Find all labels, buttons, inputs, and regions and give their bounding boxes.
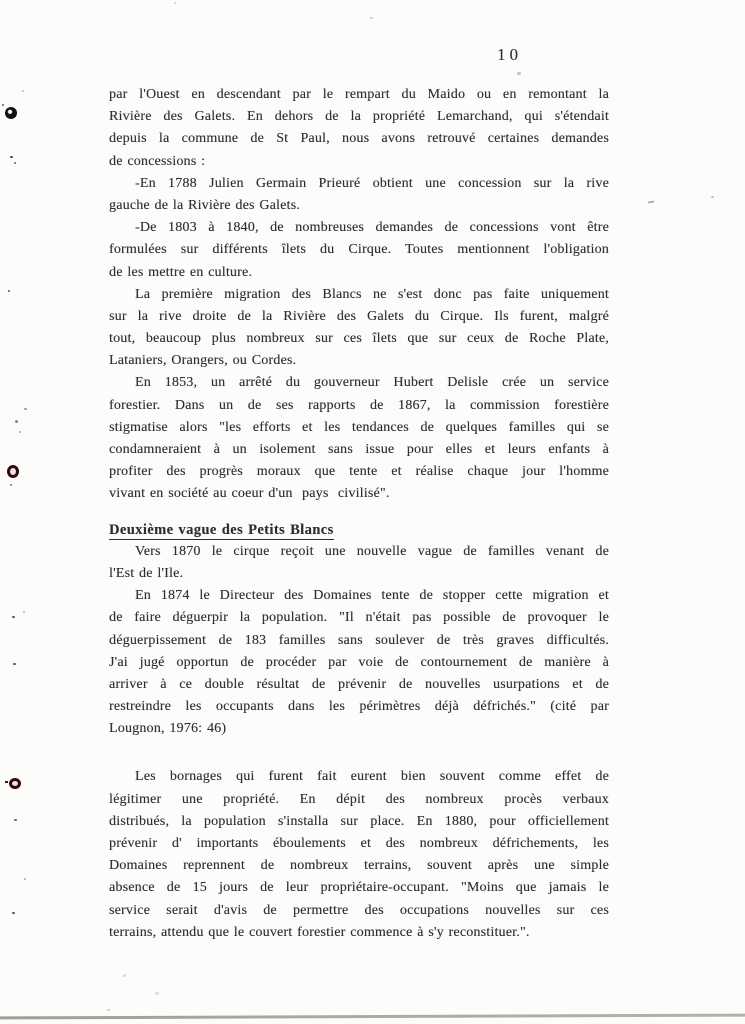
section-heading-text: Deuxième vague des Petits Blancs [109, 521, 334, 538]
ink-ring [9, 778, 21, 789]
text-line: En 1874 le Directeur des Domaines tente de stopper cette migration et [135, 588, 609, 604]
text-line: Lataniers, Orangers, ou Cordes. [109, 353, 297, 369]
text-line: de faire déguerpir la population. "Il n'était pas possible de provoquer le [109, 610, 609, 626]
paragraph [109, 541, 609, 585]
text-line: J'ai jugé opportun de procéder par voie de contournement de manière à [109, 654, 609, 670]
text-line: profiter des progrès moraux que tente et réalise chaque jour l'homme [109, 464, 609, 480]
text-line: formulées sur différents îlets du Cirque. Toutes mentionnent l'obligation [109, 242, 609, 258]
text-line: par l'Ouest en descendant par le rempart du Maido ou en remontant la [109, 87, 609, 102]
text-line: restreindre les occupants dans les périmètres déjà défrichés." (cité par [109, 699, 609, 715]
ink-speck [12, 912, 15, 914]
text-line: Vers 1870 le cirque reçoit une nouvelle vague de familles venant de [135, 543, 609, 559]
ink-speck [22, 90, 24, 92]
text-line: vivant en société au coeur d'un pays civilisé". [109, 486, 390, 502]
text-line: gauche de la Rivière des Galets. [109, 197, 300, 213]
text-line: légitimer une propriété. En dépit des nombreux procès verbaux [109, 791, 609, 807]
text-line: terrains, attendu que le couvert forestier commence à s'y reconstituer.". [109, 924, 530, 940]
ink-ring [7, 465, 19, 478]
paragraph [109, 173, 609, 217]
text-line: de les mettre en culture. [109, 264, 253, 280]
ink-speck [517, 72, 521, 75]
text-line: forestier. Dans un de ses rapports de 1867, la commission forestière [109, 397, 609, 413]
document-body [109, 84, 609, 944]
text-line: -En 1788 Julien Germain Prieuré obtient une concession sur la rive [135, 175, 609, 191]
text-line: de concessions : [109, 153, 206, 169]
ink-speck [10, 156, 13, 158]
ink-speck [8, 290, 10, 292]
ink-speck [711, 196, 714, 198]
scan-edge-line [0, 1014, 745, 1019]
ink-speck [19, 431, 21, 433]
text-line: Lougnon, 1976: 46) [109, 721, 227, 737]
text-line: arriver à ce double résultat de prévenir de nouvelles usurpations et de [109, 676, 609, 692]
text-line: stigmatise alors "les efforts et les tendances de quelques familles qui se [109, 419, 609, 435]
paragraph [109, 372, 609, 505]
paragraph [109, 585, 609, 740]
ink-speck [123, 974, 126, 977]
ink-speck [648, 200, 654, 203]
ink-speck [23, 611, 25, 613]
text-line: Rivière des Galets. En dehors de la propriété Lemarchand, qui s'étendait [109, 109, 609, 125]
text-line: déguerpissement de 183 familles sans soulever de très graves difficultés. [109, 632, 609, 648]
paragraph [109, 217, 609, 284]
ink-speck [14, 162, 16, 164]
ink-speck [155, 992, 159, 995]
ink-blob [5, 107, 17, 119]
ink-speck [2, 104, 4, 106]
ink-speck [13, 663, 16, 665]
ink-speck [24, 878, 26, 880]
text-line: l'Est de l'Ile. [109, 565, 184, 581]
text-line: Les bornages qui furent fait eurent bien souvent comme effet de [135, 769, 609, 785]
section-heading [109, 519, 609, 541]
text-line: distribués, la population s'installa sur place. En 1880, pour officiellement [109, 813, 609, 829]
text-line: -De 1803 à 1840, de nombreuses demandes de concessions vont être [135, 220, 609, 236]
ink-speck [370, 17, 373, 19]
text-line: Domaines reprennent de nombreux terrains, souvent après une simple [109, 858, 609, 874]
text-line: depuis la commune de St Paul, nous avons retrouvé certaines demandes [109, 131, 609, 147]
ink-speck [10, 484, 12, 486]
ink-speck [24, 408, 27, 410]
ink-speck [12, 616, 15, 618]
ink-speck [15, 420, 18, 423]
page-number: 10 [497, 45, 522, 64]
text-line: En 1853, un arrêté du gouverneur Hubert Delisle crée un service [135, 375, 609, 391]
text-line: service serait d'avis de permettre des occupations nouvelles sur ces [109, 902, 609, 918]
ink-speck [107, 1009, 110, 1011]
text-line: absence de 15 jours de leur propriétaire-occupant. "Moins que jamais le [109, 880, 609, 896]
text-line: tout, beaucoup plus nombreux sur ces îlets que sur ceux de Roche Plate, [109, 331, 609, 347]
ink-speck [174, 2, 176, 4]
paragraph [109, 284, 609, 373]
text-line: sur la rive droite de la Rivière des Galets du Cirque. Ils furent, malgré [109, 308, 609, 324]
paragraph [109, 766, 609, 944]
paragraph [109, 84, 609, 173]
text-line: prévenir d' importants éboulements et des nombreux défrichements, les [109, 836, 609, 851]
text-line: condamneraient à un isolement sans issue pour elles et leurs enfants à [109, 442, 609, 457]
ink-speck [5, 781, 8, 783]
text-line: La première migration des Blancs ne s'est donc pas faite uniquement [135, 286, 609, 302]
ink-speck [14, 819, 17, 821]
